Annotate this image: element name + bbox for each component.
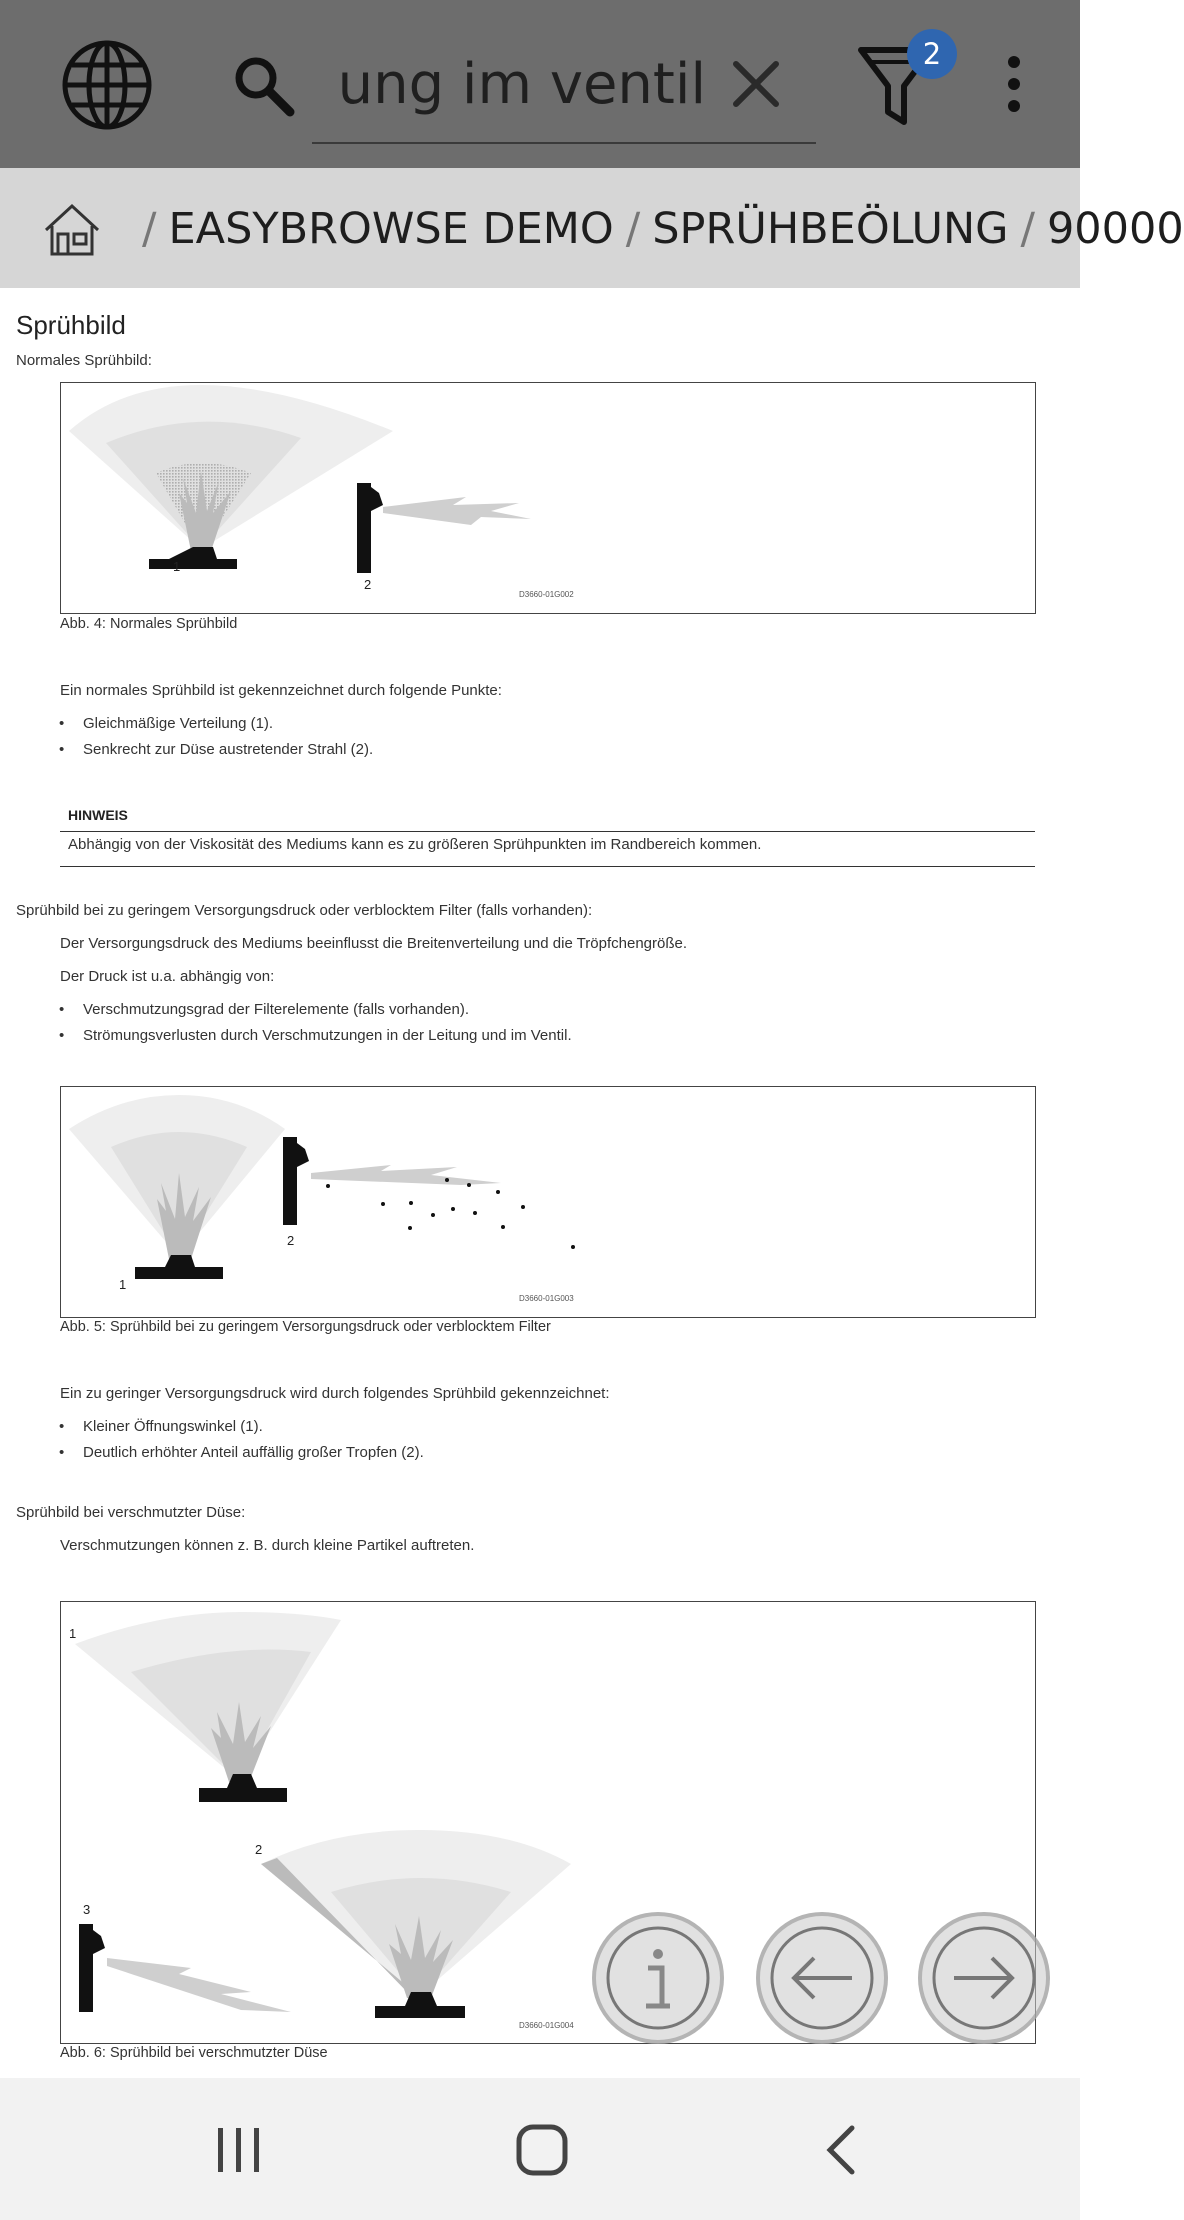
figure-caption: Abb. 6: Sprühbild bei verschmutzter Düse xyxy=(60,2045,328,2061)
figure-low-pressure-spray xyxy=(60,1086,1036,1318)
figure-code: D3660-01G002 xyxy=(519,590,574,599)
section-heading: Sprühbild bei zu geringem Versorgungsdruck oder verblocktem Filter (falls vorhanden): xyxy=(16,902,593,919)
list-item: • Verschmutzungsgrad der Filterelemente (falls vorhanden). xyxy=(83,1001,469,1018)
paragraph: Der Druck ist u.a. abhängig von: xyxy=(60,968,275,985)
paragraph: Verschmutzungen können z. B. durch kleine Partikel auftreten. xyxy=(60,1537,475,1554)
figure-normal-spray xyxy=(60,382,1036,614)
app-bar xyxy=(0,0,1080,168)
list-item: • Senkrecht zur Düse austretender Strahl (2). xyxy=(83,741,373,758)
home-icon[interactable] xyxy=(42,202,102,258)
figure-number-1: 1 xyxy=(119,1277,127,1292)
list-item: • Kleiner Öffnungswinkel (1). xyxy=(83,1418,263,1435)
list-item: • Strömungsverlusten durch Verschmutzungen in der Leitung und im Ventil. xyxy=(83,1027,572,1044)
figure-code: D3660-01G004 xyxy=(519,2021,574,2030)
list-item: • Deutlich erhöhter Anteil auffällig großer Tropfen (2). xyxy=(83,1444,424,1461)
search-icon[interactable] xyxy=(232,54,294,116)
breadcrumb-item-easybrowse[interactable]: EASYBROWSE DEMO xyxy=(168,204,614,254)
figure-code: D3660-01G003 xyxy=(519,1294,574,1303)
figure-number-2: 2 xyxy=(255,1842,263,1857)
next-button[interactable] xyxy=(918,1912,1050,2044)
section-heading: Sprühbild bei verschmutzter Düse: xyxy=(16,1504,246,1521)
info-button[interactable] xyxy=(592,1912,724,2044)
breadcrumb xyxy=(0,168,1184,288)
paragraph: Der Versorgungsdruck des Mediums beeinflusst die Breitenverteilung und die Tröpfchengröße. xyxy=(60,935,688,952)
figure-number-2: 2 xyxy=(364,577,372,592)
paragraph: Ein normales Sprühbild ist gekennzeichnet durch folgende Punkte: xyxy=(60,682,502,699)
spray-diagram-image xyxy=(61,1602,1035,2043)
paragraph: Ein zu geringer Versorgungsdruck wird durch folgendes Sprühbild gekennzeichnet: xyxy=(60,1385,610,1402)
filter-count-badge: 2 xyxy=(907,29,957,79)
document-content xyxy=(0,288,1080,2078)
previous-button[interactable] xyxy=(756,1912,888,2044)
breadcrumb-trail: / EASYBROWSE DEMO / SPRÜHBEÖLUNG / 90000 xyxy=(142,204,1184,254)
spray-diagram-image xyxy=(61,1087,1035,1317)
normal-label: Normales Sprühbild: xyxy=(16,352,152,369)
more-vert-icon[interactable] xyxy=(998,54,1030,114)
figure-number-2: 2 xyxy=(287,1233,295,1248)
figure-caption: Abb. 5: Sprühbild bei zu geringem Versorgungsdruck oder verblocktem Filter xyxy=(60,1319,551,1335)
list-item: • Gleichmäßige Verteilung (1). xyxy=(83,715,273,732)
arrow-right-icon xyxy=(928,1922,1040,2034)
page-title: Sprühbild xyxy=(16,310,126,340)
clear-icon[interactable] xyxy=(730,58,782,110)
figure-number-1: 1 xyxy=(173,559,181,574)
breadcrumb-item-current[interactable]: 90000 xyxy=(1046,204,1184,254)
hinweis-title: HINWEIS xyxy=(68,807,128,823)
figure-caption: Abb. 4: Normales Sprühbild xyxy=(60,616,238,632)
recent-apps-icon[interactable] xyxy=(214,2124,264,2176)
divider xyxy=(60,831,1035,832)
large-droplets xyxy=(326,1178,575,1249)
breadcrumb-item-spruehbeoelung[interactable]: SPRÜHBEÖLUNG xyxy=(652,204,1009,254)
back-icon[interactable] xyxy=(822,2122,862,2178)
figure-dirty-nozzle-spray xyxy=(60,1601,1036,2044)
hinweis-text: Abhängig von der Viskosität des Mediums kann es zu größeren Sprühpunkten im Randbereich kommen. xyxy=(68,836,762,853)
spray-diagram-image xyxy=(61,383,1035,613)
figure-number-1: 1 xyxy=(69,1626,77,1641)
figure-number-3: 3 xyxy=(83,1902,91,1917)
divider xyxy=(60,866,1035,867)
search-input-value: ung im ventil xyxy=(337,52,706,117)
arrow-left-icon xyxy=(766,1922,878,2034)
info-icon xyxy=(602,1922,714,2034)
system-navigation-bar xyxy=(0,2078,1080,2220)
globe-icon[interactable] xyxy=(62,40,152,130)
home-circle-icon[interactable] xyxy=(514,2122,570,2178)
